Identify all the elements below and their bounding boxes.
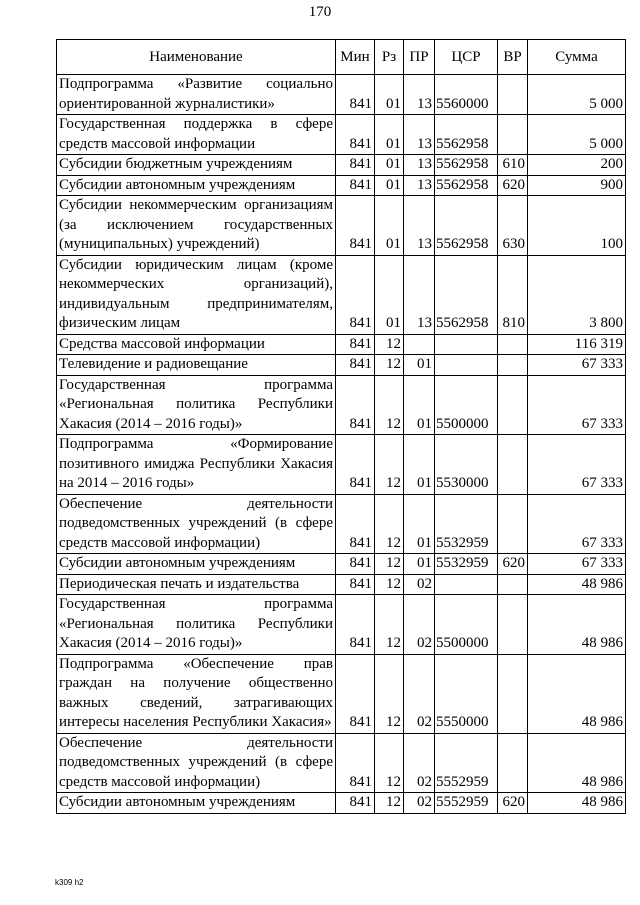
cell-rz: 01: [375, 115, 404, 155]
table-row: [57, 375, 626, 435]
cell-sum: 200: [528, 155, 626, 176]
cell-vr: [498, 494, 528, 554]
table-body: [57, 75, 626, 814]
cell-pr: 13: [404, 115, 435, 155]
cell-min: 841: [336, 733, 375, 793]
cell-vr: [498, 574, 528, 595]
table-row: [57, 255, 626, 334]
cell-rz: 12: [375, 334, 404, 355]
cell-vr: [498, 115, 528, 155]
cell-sum: 5 000: [528, 75, 626, 115]
page-number: 170: [308, 4, 332, 20]
cell-sum: 116 319: [528, 334, 626, 355]
cell-name: Государственная поддержка в сфере средств массовой информации: [57, 115, 336, 155]
cell-sum: 5 000: [528, 115, 626, 155]
cell-csr: 5562958: [435, 155, 498, 176]
table-row: [57, 115, 626, 155]
cell-csr: 5530000: [435, 435, 498, 495]
cell-min: 841: [336, 494, 375, 554]
cell-sum: 48 986: [528, 793, 626, 814]
cell-name: Периодическая печать и издательства: [57, 574, 336, 595]
cell-sum: 48 986: [528, 654, 626, 733]
cell-rz: 12: [375, 355, 404, 376]
cell-min: 841: [336, 115, 375, 155]
cell-pr: 02: [404, 595, 435, 655]
cell-min: 841: [336, 435, 375, 495]
cell-pr: 01: [404, 355, 435, 376]
header-name: Наименование: [57, 40, 336, 75]
header-vr: ВР: [498, 40, 528, 75]
cell-csr: 5532959: [435, 494, 498, 554]
cell-vr: [498, 435, 528, 495]
cell-sum: 48 986: [528, 595, 626, 655]
table-row: [57, 595, 626, 655]
cell-vr: 620: [498, 554, 528, 575]
cell-min: 841: [336, 375, 375, 435]
cell-pr: 01: [404, 435, 435, 495]
table-header-row: [57, 40, 626, 75]
table-row: [57, 793, 626, 814]
cell-rz: 12: [375, 435, 404, 495]
cell-pr: 13: [404, 155, 435, 176]
cell-rz: 12: [375, 375, 404, 435]
cell-name: Подпрограмма «Формирование позитивного имиджа Республики Хакасия на 2014 – 2016 годы»: [57, 435, 336, 495]
cell-pr: 13: [404, 255, 435, 334]
cell-rz: 12: [375, 793, 404, 814]
cell-min: 841: [336, 155, 375, 176]
cell-sum: 67 333: [528, 554, 626, 575]
cell-name: Обеспечение деятельности подведомственных учреждений (в сфере средств массовой информации): [57, 494, 336, 554]
cell-rz: 12: [375, 494, 404, 554]
header-rz: Рз: [375, 40, 404, 75]
cell-name: Субсидии автономным учреждениям: [57, 175, 336, 196]
cell-csr: [435, 574, 498, 595]
cell-vr: 630: [498, 196, 528, 256]
table-row: [57, 355, 626, 376]
cell-min: 841: [336, 196, 375, 256]
cell-name: Государственная программа «Региональная политика Республики Хакасия (2014 – 2016 годы)»: [57, 595, 336, 655]
cell-vr: 810: [498, 255, 528, 334]
cell-sum: 900: [528, 175, 626, 196]
cell-pr: 02: [404, 733, 435, 793]
cell-pr: 02: [404, 654, 435, 733]
cell-sum: 67 333: [528, 355, 626, 376]
table-row: [57, 654, 626, 733]
cell-sum: 48 986: [528, 733, 626, 793]
table-row: [57, 334, 626, 355]
cell-csr: 5552959: [435, 733, 498, 793]
table-row: [57, 155, 626, 176]
cell-csr: 5500000: [435, 595, 498, 655]
table-row: [57, 196, 626, 256]
cell-name: Обеспечение деятельности подведомственных учреждений (в сфере средств массовой информации): [57, 733, 336, 793]
cell-csr: 5562958: [435, 175, 498, 196]
cell-sum: 67 333: [528, 435, 626, 495]
cell-name: Средства массовой информации: [57, 334, 336, 355]
header-pr: ПР: [404, 40, 435, 75]
cell-vr: [498, 334, 528, 355]
cell-vr: [498, 75, 528, 115]
cell-sum: 48 986: [528, 574, 626, 595]
cell-min: 841: [336, 355, 375, 376]
cell-csr: 5562958: [435, 115, 498, 155]
cell-rz: 12: [375, 574, 404, 595]
cell-vr: [498, 375, 528, 435]
cell-rz: 12: [375, 654, 404, 733]
table-row: [57, 175, 626, 196]
cell-vr: [498, 595, 528, 655]
cell-name: Подпрограмма «Развитие социально ориентированной журналистики»: [57, 75, 336, 115]
cell-sum: 3 800: [528, 255, 626, 334]
table-row: [57, 75, 626, 115]
table-row: [57, 494, 626, 554]
cell-vr: [498, 654, 528, 733]
cell-name: Субсидии автономным учреждениям: [57, 554, 336, 575]
cell-csr: 5552959: [435, 793, 498, 814]
cell-vr: [498, 355, 528, 376]
cell-csr: 5550000: [435, 654, 498, 733]
cell-min: 841: [336, 654, 375, 733]
cell-pr: 01: [404, 494, 435, 554]
cell-min: 841: [336, 574, 375, 595]
header-sum: Сумма: [528, 40, 626, 75]
cell-name: Субсидии автономным учреждениям: [57, 793, 336, 814]
header-csr: ЦСР: [435, 40, 498, 75]
cell-csr: 5562958: [435, 196, 498, 256]
footer-code: k309 h2: [55, 878, 84, 887]
cell-name: Государственная программа «Региональная политика Республики Хакасия (2014 – 2016 годы)»: [57, 375, 336, 435]
cell-pr: 02: [404, 574, 435, 595]
cell-rz: 01: [375, 75, 404, 115]
table-row: [57, 435, 626, 495]
cell-rz: 12: [375, 595, 404, 655]
cell-pr: 13: [404, 175, 435, 196]
cell-csr: 5560000: [435, 75, 498, 115]
header-min: Мин: [336, 40, 375, 75]
table-row: [57, 554, 626, 575]
cell-rz: 12: [375, 733, 404, 793]
cell-min: 841: [336, 75, 375, 115]
cell-name: Телевидение и радиовещание: [57, 355, 336, 376]
cell-rz: 01: [375, 196, 404, 256]
table-row: [57, 733, 626, 793]
cell-min: 841: [336, 175, 375, 196]
cell-min: 841: [336, 334, 375, 355]
cell-rz: 01: [375, 255, 404, 334]
cell-vr: 620: [498, 793, 528, 814]
cell-sum: 67 333: [528, 494, 626, 554]
cell-pr: 01: [404, 554, 435, 575]
cell-csr: 5500000: [435, 375, 498, 435]
cell-name: Подпрограмма «Обеспечение прав граждан на получение общественно важных сведений, затрагивающих интересы населения Республики Хакасия»: [57, 654, 336, 733]
cell-vr: 620: [498, 175, 528, 196]
table-row: [57, 574, 626, 595]
cell-pr: 13: [404, 196, 435, 256]
cell-pr: 01: [404, 375, 435, 435]
cell-pr: 02: [404, 793, 435, 814]
cell-rz: 12: [375, 554, 404, 575]
cell-name: Субсидии некоммерческим организациям (за исключением государственных (муниципальных) учреждений): [57, 196, 336, 256]
cell-min: 841: [336, 554, 375, 575]
cell-csr: [435, 355, 498, 376]
cell-csr: 5532959: [435, 554, 498, 575]
cell-name: Субсидии юридическим лицам (кроме некоммерческих организаций), индивидуальным предпринимателям, физическим лицам: [57, 255, 336, 334]
cell-min: 841: [336, 595, 375, 655]
cell-rz: 01: [375, 175, 404, 196]
cell-sum: 67 333: [528, 375, 626, 435]
budget-table: [56, 39, 626, 814]
cell-min: 841: [336, 255, 375, 334]
cell-pr: 13: [404, 75, 435, 115]
cell-csr: [435, 334, 498, 355]
cell-min: 841: [336, 793, 375, 814]
cell-sum: 100: [528, 196, 626, 256]
cell-pr: [404, 334, 435, 355]
cell-rz: 01: [375, 155, 404, 176]
cell-name: Субсидии бюджетным учреждениям: [57, 155, 336, 176]
cell-vr: [498, 733, 528, 793]
cell-csr: 5562958: [435, 255, 498, 334]
cell-vr: 610: [498, 155, 528, 176]
